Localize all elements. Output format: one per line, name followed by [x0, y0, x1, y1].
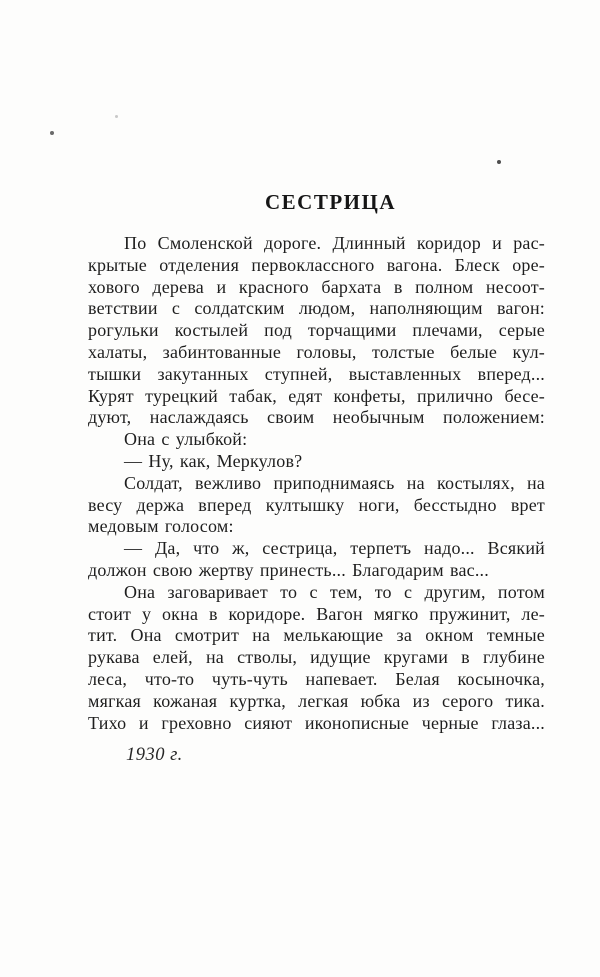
text-line: хового дерева и красного бархата в полном несоот- [88, 276, 545, 297]
text-line: крытые отделения первоклассного вагона. Блеск оре- [88, 254, 545, 275]
paragraph [88, 451, 545, 473]
text-line: рукава елей, на стволы, идущие кругами в глубине [88, 647, 545, 668]
story-body [88, 233, 545, 734]
text-line: Она с улыбкой: [124, 429, 248, 450]
paragraph [88, 582, 545, 735]
text-line: — Да, что ж, сестрица, терпетъ надо... Всякий [124, 538, 545, 559]
text-line: стоит у окна в коридоре. Вагон мягко пружинит, ле- [88, 603, 545, 624]
story-date: 1930 г. [126, 745, 183, 765]
story-title: СЕСТРИЦА [264, 190, 396, 214]
scan-speck [115, 115, 118, 118]
text-line: Курят турецкий табак, едят конфеты, прилично бесе- [88, 385, 545, 406]
text-line: медовым голосом: [88, 516, 234, 537]
paragraph [88, 473, 545, 538]
paragraph [88, 538, 545, 582]
text-line: дуют, наслаждаясь своим необычным положением: [88, 407, 545, 428]
text-line: мягкая кожаная куртка, легкая юбка из серого тика. [88, 690, 545, 711]
text-line: Тихо и греховно сияют иконописные черные глаза... [88, 712, 545, 733]
text-line: тышки закутанных ступней, выставленных вперед... [88, 363, 545, 384]
scan-speck [50, 131, 54, 135]
scan-speck [497, 160, 501, 164]
text-line: весу держа вперед култышку ноги, бесстыдно врет [88, 494, 545, 515]
text-line: По Смоленской дороге. Длинный коридор и рас- [124, 233, 545, 253]
paragraph [88, 429, 545, 451]
text-line: Она заговаривает то с тем, то с другим, потом [124, 581, 545, 602]
text-line: должон свою жертву принесть... Благодарим вас... [88, 559, 489, 580]
text-line: ветствии с солдатским людом, наполняющим вагон: [88, 298, 545, 319]
paragraph [88, 233, 545, 429]
text-line: тит. Она смотрит на мелькающие за окном темные [88, 625, 545, 646]
text-line: леса, что-то чуть-чуть напевает. Белая косыночка, [88, 668, 545, 689]
text-line: рогульки костылей под торчащими плечами, серые [88, 320, 545, 341]
text-line: — Ну, как, Меркулов? [124, 450, 303, 471]
text-line: халаты, забинтованные головы, толстые белые кул- [88, 341, 545, 362]
text-line: Солдат, вежливо приподнимаясь на костылях, на [124, 472, 545, 493]
